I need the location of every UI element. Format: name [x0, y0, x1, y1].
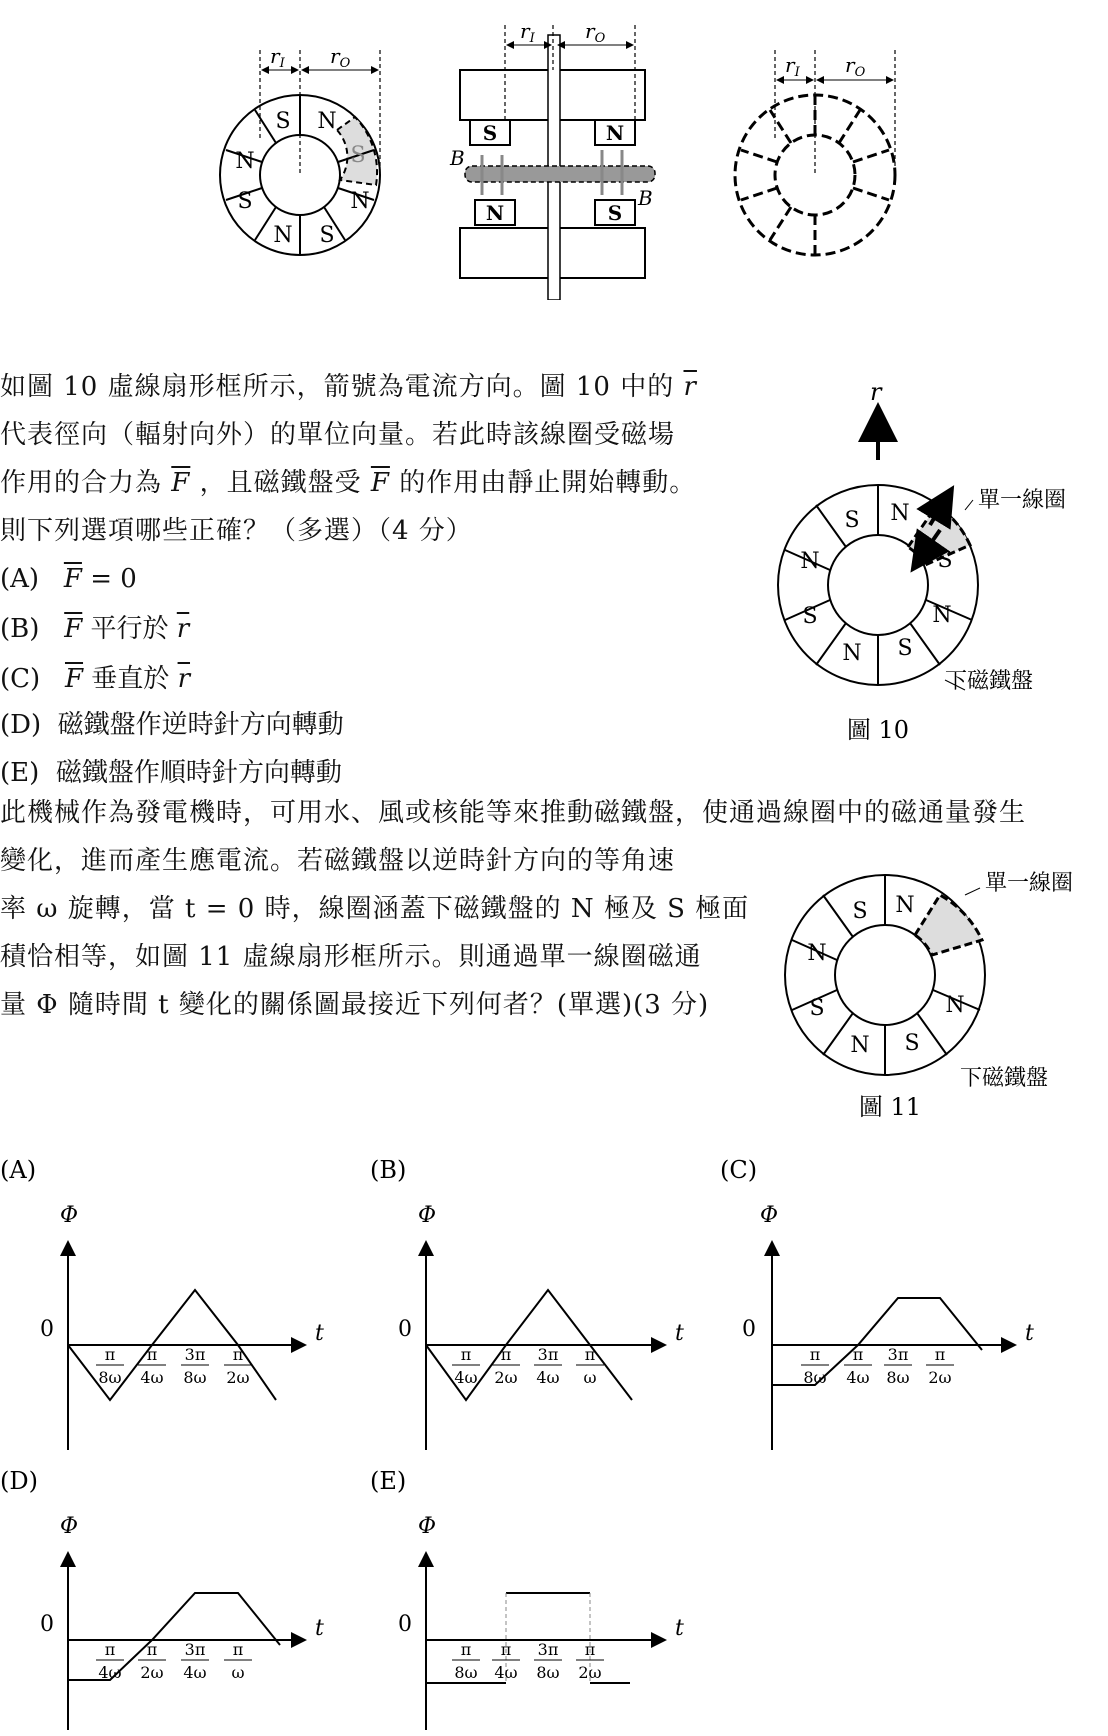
svg-text:(A): (A): [0, 1156, 37, 1184]
svg-text:2ω: 2ω: [578, 1663, 602, 1682]
svg-text:2ω: 2ω: [140, 1663, 164, 1682]
svg-text:4ω: 4ω: [494, 1663, 518, 1682]
svg-text:S: S: [852, 899, 868, 924]
svg-text:S: S: [607, 201, 623, 225]
ring-label: N: [235, 149, 255, 174]
svg-text:4ω: 4ω: [183, 1663, 207, 1682]
svg-text:π: π: [460, 1640, 472, 1659]
svg-text:8ω: 8ω: [886, 1368, 910, 1387]
option-d[interactable]: (D) 磁鐵盤作逆時針方向轉動: [0, 710, 344, 740]
svg-text:rI: $r_I$: [270, 44, 285, 71]
svg-text:2ω: 2ω: [928, 1368, 952, 1387]
svg-text:t: t: [675, 1616, 684, 1641]
graph-a[interactable]: [0, 1150, 340, 1460]
svg-text:t: t: [1025, 1321, 1034, 1346]
ring-label: N: [273, 223, 293, 248]
svg-text:8ω: 8ω: [454, 1663, 478, 1682]
svg-text:N: N: [895, 893, 915, 918]
svg-text:rO: $r_O$: [330, 44, 351, 71]
svg-text:(B): (B): [370, 1156, 407, 1184]
svg-text:π: π: [104, 1640, 116, 1659]
question-2: 此機械作為發電機時，可用水、風或核能等來推動磁鐵盤，使通過線圈中的磁通量發生 變化，進而產生應電流。若磁鐵盤以逆時針方向的等角速 率 ω 旋轉，當 t = 0 時，線圈涵蓋下磁鐵盤的 N 極及 S 極面 積恰相等，如圖 11 虛線扇形框所示。則通過單一線圈磁通 量 Φ 隨時間 t 變化的關係圖最接近下列何者？(單選)(3 分): [0, 798, 1027, 1020]
svg-text:rI: $r_I$: [520, 19, 535, 46]
svg-text:Φ: Φ: [760, 1203, 779, 1228]
ring-label: S: [275, 109, 291, 134]
svg-text:Φ: Φ: [418, 1203, 437, 1228]
svg-text:(E): (E): [370, 1467, 407, 1495]
svg-text:π: π: [584, 1640, 596, 1659]
option-e[interactable]: (E) 磁鐵盤作順時針方向轉動: [0, 758, 342, 788]
svg-text:B: B: [638, 186, 653, 210]
svg-text:N: N: [850, 1033, 870, 1058]
graph-e[interactable]: [370, 1465, 710, 1735]
svg-text:4ω: 4ω: [98, 1663, 122, 1682]
svg-text:S: S: [482, 121, 498, 145]
svg-text:N: N: [890, 501, 910, 526]
svg-text:S: S: [904, 1031, 920, 1056]
svg-text:0: 0: [40, 1317, 54, 1342]
svg-text:B: B: [450, 146, 465, 170]
svg-text:Φ: Φ: [418, 1514, 437, 1539]
ring-label: S: [319, 223, 335, 248]
svg-text:S: S: [802, 604, 818, 629]
graph-d[interactable]: [0, 1465, 340, 1735]
svg-text:Φ: Φ: [60, 1203, 79, 1228]
figure-10-caption: 圖 10: [846, 716, 910, 744]
svg-text:S: S: [897, 636, 913, 661]
ring-label: N: [350, 189, 370, 214]
svg-text:π: π: [232, 1640, 244, 1659]
svg-text:π: π: [104, 1345, 116, 1364]
svg-text:3π: 3π: [184, 1640, 206, 1659]
svg-text:8ω: 8ω: [536, 1663, 560, 1682]
svg-text:8ω: 8ω: [98, 1368, 122, 1387]
svg-text:π: π: [934, 1345, 946, 1364]
option-b[interactable]: (B) $\overline{F}$ 平行於 $\overline{r}$: [0, 614, 190, 644]
svg-text:rO: $r_O$: [845, 53, 866, 80]
svg-text:S: S: [937, 548, 953, 573]
svg-text:π: π: [146, 1345, 158, 1364]
svg-text:π: π: [809, 1345, 821, 1364]
svg-text:N: N: [932, 603, 952, 628]
svg-text:t: t: [315, 1616, 324, 1641]
svg-text:Φ: Φ: [60, 1514, 79, 1539]
svg-text:ω: ω: [231, 1663, 245, 1682]
disk-label: 下磁鐵盤: [960, 1066, 1049, 1091]
shaded-label: S: [350, 143, 366, 168]
svg-text:N: N: [807, 941, 827, 966]
svg-text:N: N: [605, 121, 625, 145]
svg-text:π: π: [500, 1640, 512, 1659]
svg-text:(C): (C): [720, 1156, 758, 1184]
figure-11: [760, 840, 1100, 1120]
option-c[interactable]: (C) $\overline{F}$ 垂直於 $\overline{r}$: [0, 664, 191, 694]
graph-c[interactable]: [720, 1150, 1080, 1460]
svg-text:4ω: 4ω: [454, 1368, 478, 1387]
svg-text:3π: 3π: [537, 1640, 559, 1659]
coil-label: 單一線圈: [985, 871, 1074, 896]
svg-text:rO: $r_O$: [585, 19, 606, 46]
svg-text:8ω: 8ω: [183, 1368, 207, 1387]
svg-text:2ω: 2ω: [494, 1368, 518, 1387]
svg-text:0: 0: [40, 1612, 54, 1637]
svg-text:4ω: 4ω: [846, 1368, 870, 1387]
svg-text:3π: 3π: [537, 1345, 559, 1364]
ring-label: N: [317, 109, 337, 134]
svg-text:4ω: 4ω: [140, 1368, 164, 1387]
disk-label: 下磁鐵盤: [945, 669, 1034, 694]
svg-text:N: N: [842, 641, 862, 666]
svg-text:N: N: [800, 549, 820, 574]
svg-text:(D): (D): [0, 1467, 38, 1495]
svg-text:N: N: [485, 201, 505, 225]
svg-text:0: 0: [398, 1612, 412, 1637]
svg-text:π: π: [584, 1345, 596, 1364]
option-a[interactable]: (A) $\overline{F} = 0$: [0, 564, 137, 594]
svg-text:N: N: [945, 993, 965, 1018]
left-magnet-ring: [220, 44, 380, 255]
svg-text:rI: $r_I$: [785, 53, 800, 80]
svg-text:3π: 3π: [887, 1345, 909, 1364]
svg-text:0: 0: [398, 1317, 412, 1342]
question-1: 如圖 10 虛線扇形框所示，箭號為電流方向。圖 10 中的 $\overline{r}$ 代表徑向（輻射向外）的單位向量。若此時該線圈受磁場 作用的合力為 $\overline{F}$ ，且磁鐵盤受 $\overline{F}$ 的作用由靜止開始轉動。 則下列選項哪些正確？（多選）（4 分） (A) $\overline{F} = 0$ (B) $\overline{F}$ 平行於 $\overline{r}$ (C) $\overline{F}$ 垂直於 $\overline{r}$ (D) 磁鐵盤作逆時針方向轉動 (E) 磁鐵盤作順時針方向轉動: [0, 372, 697, 788]
side-view: [449, 19, 655, 300]
svg-text:π: π: [500, 1345, 512, 1364]
svg-text:π: π: [146, 1640, 158, 1659]
figure-10: [740, 370, 1090, 750]
svg-text:4ω: 4ω: [536, 1368, 560, 1387]
svg-text:t: t: [315, 1321, 324, 1346]
svg-text:S: S: [844, 508, 860, 533]
svg-text:π: π: [232, 1345, 244, 1364]
svg-text:r: r: [870, 378, 882, 406]
graph-b[interactable]: [370, 1150, 710, 1460]
svg-text:2ω: 2ω: [226, 1368, 250, 1387]
top-figures: [0, 0, 1108, 300]
ring-label: S: [237, 189, 253, 214]
svg-text:S: S: [809, 996, 825, 1021]
svg-text:0: 0: [742, 1317, 756, 1342]
svg-text:t: t: [675, 1321, 684, 1346]
svg-text:3π: 3π: [184, 1345, 206, 1364]
svg-text:ω: ω: [583, 1368, 597, 1387]
svg-text:8ω: 8ω: [803, 1368, 827, 1387]
svg-text:π: π: [460, 1345, 472, 1364]
svg-text:π: π: [852, 1345, 864, 1364]
figure-11-caption: 圖 11: [858, 1093, 922, 1120]
coil-label: 單一線圈: [978, 488, 1067, 513]
